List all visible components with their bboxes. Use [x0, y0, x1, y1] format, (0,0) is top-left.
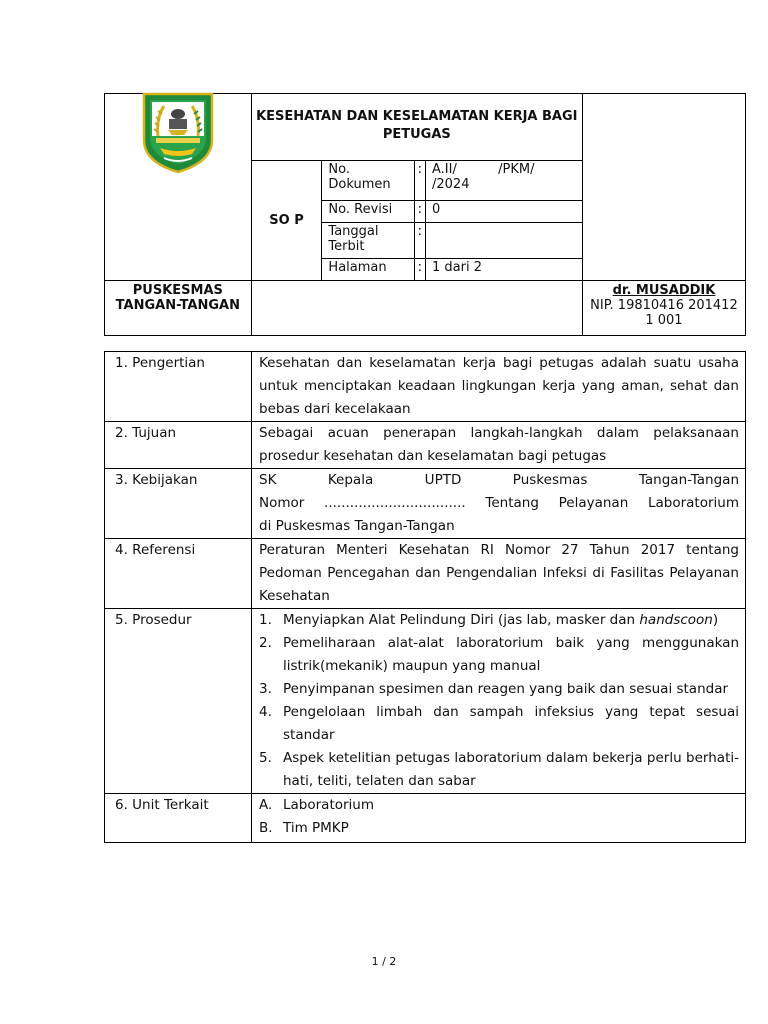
list-number: 3. — [259, 681, 272, 697]
list-text: Laboratorium — [283, 797, 375, 813]
page-count: 1 dari 2 — [426, 259, 583, 281]
list-text: Pengelolaan limbah dan sampah infeksius yang tepat sesuai standar — [283, 704, 739, 743]
revision-number: 0 — [426, 201, 583, 223]
list-item — [259, 678, 739, 701]
row-colon: : — [414, 161, 425, 201]
list-text-main: Menyiapkan Alat Pelindung Diri (jas lab, masker dan — [283, 612, 636, 628]
row-colon: : — [414, 201, 425, 223]
list-item — [259, 747, 739, 793]
empty-footer-cell — [251, 281, 582, 336]
list-text: Pemeliharaan alat-alat laboratorium baik yang menggunakan listrik(mekanik) maupun yang manual — [283, 635, 739, 674]
sop-body-table — [104, 351, 746, 843]
list-item — [259, 817, 739, 840]
policy-line: SK Kepala UPTD Puskesmas Tangan-Tangan — [259, 472, 739, 488]
list-item — [259, 632, 739, 678]
procedure-list — [252, 609, 746, 794]
list-number: A. — [259, 797, 273, 813]
sop-header-table — [104, 93, 746, 336]
section-label: 5. Prosedur — [105, 609, 252, 794]
section-label: 4. Referensi — [105, 539, 252, 609]
list-text-after: ) — [712, 612, 719, 628]
document-title: KESEHATAN DAN KESELAMATAN KERJA BAGI PETUGAS — [251, 94, 582, 161]
list-number: B. — [259, 820, 273, 836]
row-label: No. Revisi — [322, 201, 414, 223]
institution-name: PUSKESMAS TANGAN-TANGAN — [105, 281, 252, 336]
policy-line: di Puskesmas Tangan-Tangan — [259, 518, 455, 534]
list-text — [283, 609, 739, 632]
list-item — [259, 609, 739, 632]
section-row — [105, 539, 746, 609]
policy-line: Nomor ................................. Tentang Pelayanan Laboratorium — [259, 495, 739, 511]
row-label: No. Dokumen — [322, 161, 414, 201]
empty-header-cell — [582, 94, 745, 281]
section-text: Peraturan Menteri Kesehatan RI Nomor 27 Tahun 2017 tentang Pedoman Pencegahan dan Pengendalian Infeksi di Fasilitas Pelayanan Kesehatan — [252, 539, 746, 609]
section-label: 3. Kebijakan — [105, 469, 252, 539]
list-text: Aspek ketelitian petugas laboratorium dalam bekerja perlu berhati-hati, teliti, telaten dan sabar — [283, 750, 739, 789]
document-number: A.II/ /PKM/ /2024 — [426, 161, 583, 201]
regency-emblem-icon — [138, 92, 218, 174]
list-number: 2. — [259, 635, 272, 651]
row-colon: : — [414, 259, 425, 281]
list-text: Tim PMKP — [283, 820, 349, 836]
list-number: 4. — [259, 704, 272, 720]
section-text: Kesehatan dan keselamatan kerja bagi petugas adalah suatu usaha untuk menciptakan keadaan lingkungan kerja yang aman, sehat dan bebas dari kecelakaan — [252, 352, 746, 422]
section-label: 1. Pengertian — [105, 352, 252, 422]
section-row — [105, 609, 746, 794]
section-row — [105, 352, 746, 422]
list-number: 1. — [259, 612, 272, 628]
list-text: Penyimpanan spesimen dan reagen yang baik dan sesuai standar — [283, 681, 729, 697]
section-text — [252, 469, 746, 539]
unit-list — [252, 794, 746, 843]
issue-date — [426, 223, 583, 259]
signer-block — [582, 281, 745, 336]
list-item — [259, 794, 739, 817]
sop-label: SO P — [251, 161, 322, 281]
section-label: 2. Tujuan — [105, 422, 252, 469]
section-label: 6. Unit Terkait — [105, 794, 252, 843]
section-row — [105, 469, 746, 539]
section-text: Sebagai acuan penerapan langkah-langkah dalam pelaksanaan prosedur kesehatan dan keselamatan bagi petugas — [252, 422, 746, 469]
section-row — [105, 422, 746, 469]
signer-name: dr. MUSADDIK — [612, 283, 716, 298]
list-text-italic: handscoon — [639, 612, 713, 628]
signer-nip: NIP. 19810416 201412 1 001 — [590, 298, 738, 328]
list-item — [259, 701, 739, 747]
list-number: 5. — [259, 750, 272, 766]
row-label: Tanggal Terbit — [322, 223, 414, 259]
logo-cell — [105, 94, 252, 281]
section-row — [105, 794, 746, 843]
page-number: 1 / 2 — [371, 955, 397, 968]
row-label: Halaman — [322, 259, 414, 281]
row-colon: : — [414, 223, 425, 259]
